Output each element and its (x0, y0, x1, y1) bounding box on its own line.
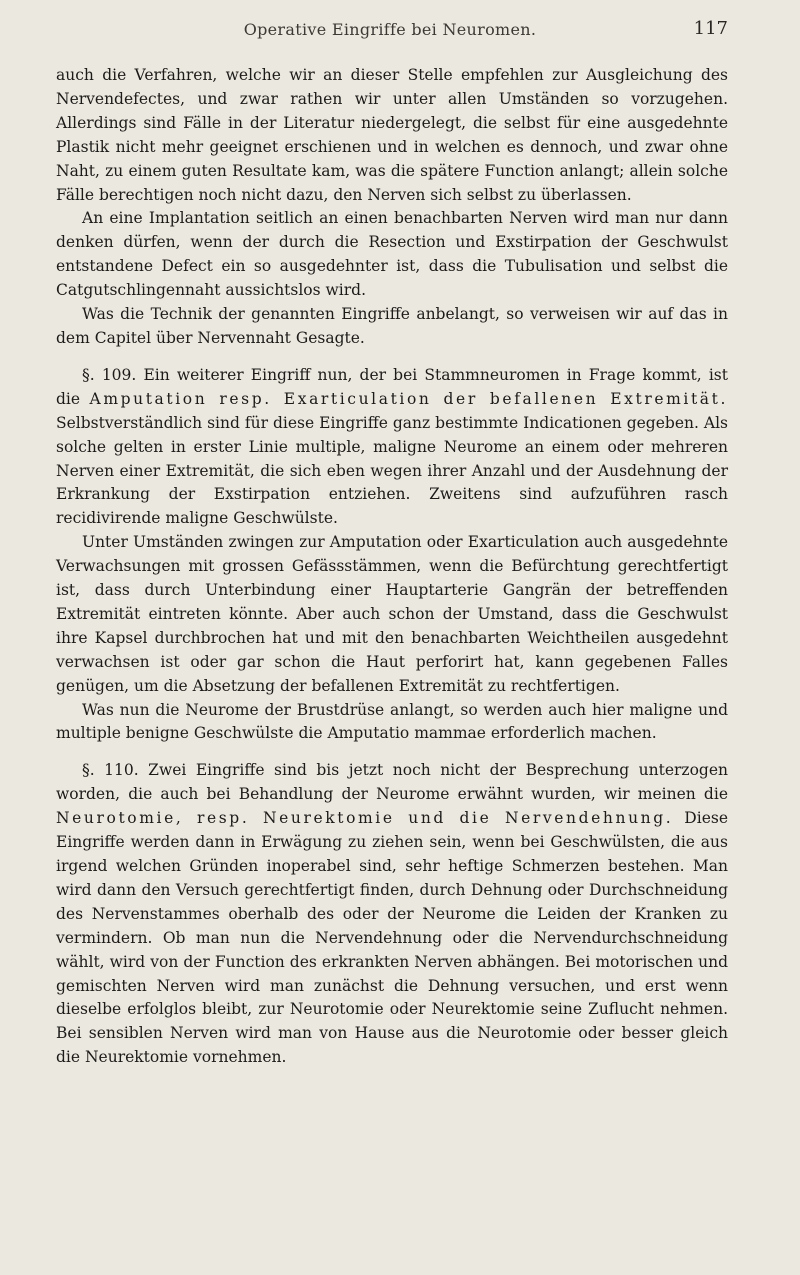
body-text (56, 64, 728, 1070)
paragraph-technik: Was die Technik der genannten Eingriffe anbelangt, so verweisen wir auf das in dem Capitel über Nervennaht Gesagte. (56, 305, 728, 347)
page-header (60, 18, 728, 48)
paragraph-section-110 (56, 759, 728, 1070)
paragraph-implantation: An eine Implantation seitlich an einen benachbarten Nerven wird man nur dann denken dürfen, wenn der durch die Resection und Exstirpation der Geschwulst entstandene Defect ein so ausgedehnter ist, dass die Tubulisation und selbst die Catgutschlingennaht aussichtslos wird. (56, 209, 728, 300)
paragraph-amputation: Unter Umständen zwingen zur Amputation oder Exarticulation auch ausgedehnte Verwachsungen mit grossen Gefässstämmen, wenn die Befürchtung gerechtfertigt ist, dass durch Unterbindung einer Hauptarterie Gangrän der betreffenden Extremität eintreten könnte. Aber auch schon der Umstand, dass die Geschwulst ihre Kapsel durchbrochen hat und mit den benachbarten Weichtheilen ausgedehnt verwachsen ist oder gar schon die Haut perforirt hat, kann gegebenen Falles genügen, um die Absetzung der befallenen Extremität zu rechtfertigen. (56, 533, 728, 695)
page-number: 117 (693, 18, 728, 39)
section-110-intro: §. 110. Zwei Eingriffe sind bis jetzt noch nicht der Besprechung unterzogen worden, die auch bei Behandlung der Neurome erwähnt wurden, wir meinen die (56, 761, 728, 804)
section-109-intro: §. 109. Ein weiterer Eingriff nun, der bei Stammneuromen in Frage kommt, ist die (56, 365, 728, 408)
section-109-rest: Selbstverständlich sind für diese Eingriffe ganz bestimmte Indicationen gegeben. Als solche gelten in erster Linie multiple, maligne Neurome an einem oder mehreren Nerven einer Extremität, die sich eben wegen ihrer Anzahl und der Ausdehnung der Erkrankung der Exstirpation entziehen. Zweitens sind aufzuführen rasch recidivirende maligne Geschwülste. (56, 413, 728, 528)
running-title: Operative Eingriffe bei Neuromen. (243, 20, 537, 39)
section-110-rest: Diese Eingriffe werden dann in Erwägung zu ziehen sein, wenn bei Geschwülsten, die aus irgend welchen Gründen inoperabel sind, sehr heftige Schmerzen bestehen. Man wird dann den Versuch gerechtfertigt finden, durch Dehnung oder Durchschneidung des Nervenstammes oberhalb des oder der Neurome die Leiden der Kranken zu vermindern. Ob man nun die Nervendehnung oder die Nervendurchschneidung wählt, wird von der Function des erkrankten Nerven abhängen. Bei motorischen und gemischten Nerven wird man zunächst die Dehnung versuchen, und erst wenn dieselbe erfolglos bleibt, zur Neurotomie oder Neurektomie seine Zuflucht nehmen. Bei sensiblen Nerven wird man von Hause aus die Neurotomie oder besser gleich die Neurektomie vornehmen. (56, 809, 728, 1067)
section-110-emphasis: Neurotomie, resp. Neurektomie und die Nervendehnung. (56, 809, 674, 828)
section-109-emphasis: Amputation resp. Exarticulation der befallenen Extremität. (89, 389, 729, 408)
paragraph-brustdruese: Was nun die Neurome der Brustdrüse anlangt, so werden auch hier maligne und multiple benigne Geschwülste die Amputatio mammae erforderlich machen. (56, 700, 728, 743)
paragraph-nervendefect: auch die Verfahren, welche wir an dieser Stelle empfehlen zur Ausgleichung des Nervendefectes, und zwar rathen wir unter allen Umständen so vorzugehen. Allerdings sind Fälle in der Literatur niedergelegt, die selbst für eine ausgedehnte Plastik nicht mehr geeignet erschienen und in welchen es dennoch, und zwar ohne Naht, zu einem guten Resultate kam, was die spätere Function anlangt; allein solche Fälle berechtigen noch nicht dazu, den Nerven sich selbst zu überlassen. (56, 66, 728, 204)
paragraph-section-109 (56, 364, 728, 531)
